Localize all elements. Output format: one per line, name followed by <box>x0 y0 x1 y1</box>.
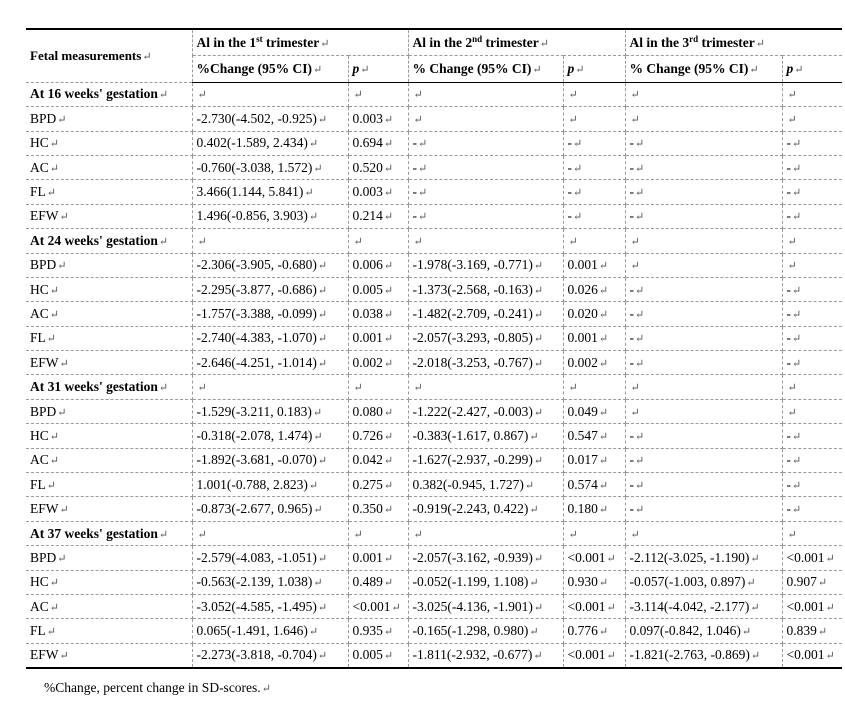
change-ci-2: -1.373(-2.568, -0.163)↵ <box>408 277 563 301</box>
footnote: %Change, percent change in SD-scores.↵ <box>44 680 271 695</box>
measurement-label: HC↵ <box>26 277 192 301</box>
p-value-1: 0.214↵ <box>348 204 408 228</box>
change-ci-1: -2.306(-3.905, -0.680)↵ <box>192 253 348 277</box>
p-value-3: <0.001↵ <box>782 546 842 570</box>
p-value-1: 0.005↵ <box>348 277 408 301</box>
p-value-2: 0.020↵ <box>563 302 625 326</box>
p-value-2: 0.547↵ <box>563 424 625 448</box>
empty-cell: ↵ <box>782 82 842 106</box>
empty-cell: ↵ <box>625 82 782 106</box>
empty-cell: ↵ <box>782 229 842 253</box>
table-row <box>26 277 842 301</box>
change-ci-2: -2.057(-3.293, -0.805)↵ <box>408 326 563 350</box>
p-value-2: 0.930↵ <box>563 570 625 594</box>
change-ci-2: -↵ <box>408 180 563 204</box>
p-value-2: 0.026↵ <box>563 277 625 301</box>
change-ci-1: -0.873(-2.677, 0.965)↵ <box>192 497 348 521</box>
change-ci-3: -↵ <box>625 204 782 228</box>
change-ci-header-2: % Change (95% CI)↵ <box>408 56 563 82</box>
change-ci-3: -↵ <box>625 131 782 155</box>
change-ci-1: 1.496(-0.856, 3.903)↵ <box>192 204 348 228</box>
p-value-1: 0.350↵ <box>348 497 408 521</box>
p-value-3: -↵ <box>782 204 842 228</box>
section-title: At 16 weeks' gestation↵ <box>26 82 192 106</box>
change-ci-1: -2.295(-3.877, -0.686)↵ <box>192 277 348 301</box>
empty-cell: ↵ <box>782 521 842 545</box>
change-ci-3: -0.057(-1.003, 0.897)↵ <box>625 570 782 594</box>
measurement-label: FL↵ <box>26 180 192 204</box>
table-row <box>26 326 842 350</box>
change-ci-3: ↵ <box>625 107 782 131</box>
empty-cell: ↵ <box>348 521 408 545</box>
p-value-3: -↵ <box>782 448 842 472</box>
p-value-1: 0.080↵ <box>348 399 408 423</box>
trimester-1-header: Al in the 1st trimester↵ <box>192 29 408 56</box>
change-ci-3: 0.097(-0.842, 1.046)↵ <box>625 619 782 643</box>
trimester-3-header: Al in the 3rd trimester↵ <box>625 29 842 56</box>
measurement-label: FL↵ <box>26 326 192 350</box>
empty-cell: ↵ <box>192 375 348 399</box>
p-value-1: 0.002↵ <box>348 351 408 375</box>
measurement-label: BPD↵ <box>26 107 192 131</box>
empty-cell: ↵ <box>192 82 348 106</box>
table-row <box>26 424 842 448</box>
p-value-1: 0.042↵ <box>348 448 408 472</box>
table-row <box>26 473 842 497</box>
p-value-2: 0.002↵ <box>563 351 625 375</box>
change-ci-2: -0.052(-1.199, 1.108)↵ <box>408 570 563 594</box>
change-ci-2: -2.057(-3.162, -0.939)↵ <box>408 546 563 570</box>
change-ci-1: -2.646(-4.251, -1.014)↵ <box>192 351 348 375</box>
p-value-3: ↵ <box>782 107 842 131</box>
change-ci-2: -0.165(-1.298, 0.980)↵ <box>408 619 563 643</box>
empty-cell: ↵ <box>625 521 782 545</box>
change-ci-1: 0.065(-1.491, 1.646)↵ <box>192 619 348 643</box>
p-value-3: -↵ <box>782 473 842 497</box>
measurement-label: AC↵ <box>26 448 192 472</box>
empty-cell: ↵ <box>563 229 625 253</box>
change-ci-2: -1.627(-2.937, -0.299)↵ <box>408 448 563 472</box>
change-ci-3: -↵ <box>625 497 782 521</box>
change-ci-3: -↵ <box>625 326 782 350</box>
change-ci-1: -2.740(-4.383, -1.070)↵ <box>192 326 348 350</box>
change-ci-2: -3.025(-4.136, -1.901)↵ <box>408 594 563 618</box>
table-row <box>26 302 842 326</box>
measurement-label: EFW↵ <box>26 204 192 228</box>
table-row <box>26 570 842 594</box>
measurement-label: BPD↵ <box>26 546 192 570</box>
p-header-2: p↵ <box>563 56 625 82</box>
change-ci-1: 0.402(-1.589, 2.434)↵ <box>192 131 348 155</box>
table-row <box>26 546 842 570</box>
table-row <box>26 448 842 472</box>
empty-cell: ↵ <box>192 229 348 253</box>
change-ci-2: -0.919(-2.243, 0.422)↵ <box>408 497 563 521</box>
p-value-1: <0.001↵ <box>348 594 408 618</box>
p-value-2: <0.001↵ <box>563 594 625 618</box>
change-ci-2: -↵ <box>408 131 563 155</box>
p-value-3: -↵ <box>782 351 842 375</box>
p-value-3: -↵ <box>782 326 842 350</box>
p-value-2: 0.049↵ <box>563 399 625 423</box>
change-ci-1: -1.757(-3.388, -0.099)↵ <box>192 302 348 326</box>
empty-cell: ↵ <box>192 521 348 545</box>
change-ci-2: -0.383(-1.617, 0.867)↵ <box>408 424 563 448</box>
table-row <box>26 619 842 643</box>
change-ci-2: -1.222(-2.427, -0.003)↵ <box>408 399 563 423</box>
table-row <box>26 155 842 179</box>
change-ci-3: -3.114(-4.042, -2.177)↵ <box>625 594 782 618</box>
table-row <box>26 643 842 668</box>
measurement-label: HC↵ <box>26 131 192 155</box>
p-value-1: 0.003↵ <box>348 107 408 131</box>
p-header-3: p↵ <box>782 56 842 82</box>
p-value-3: 0.907↵ <box>782 570 842 594</box>
table-row <box>26 107 842 131</box>
empty-cell: ↵ <box>782 375 842 399</box>
section-row <box>26 375 842 399</box>
change-ci-2: -2.018(-3.253, -0.767)↵ <box>408 351 563 375</box>
p-value-3: -↵ <box>782 302 842 326</box>
measurement-label: AC↵ <box>26 594 192 618</box>
p-value-2: 0.776↵ <box>563 619 625 643</box>
measurement-label: FL↵ <box>26 473 192 497</box>
p-value-1: 0.520↵ <box>348 155 408 179</box>
table-row <box>26 253 842 277</box>
p-value-1: 0.275↵ <box>348 473 408 497</box>
p-value-2: -↵ <box>563 131 625 155</box>
measurement-label: BPD↵ <box>26 253 192 277</box>
table-row <box>26 204 842 228</box>
p-value-1: 0.005↵ <box>348 643 408 668</box>
change-ci-1: -2.273(-3.818, -0.704)↵ <box>192 643 348 668</box>
p-value-2: <0.001↵ <box>563 643 625 668</box>
p-value-2: 0.001↵ <box>563 326 625 350</box>
change-ci-3: -1.821(-2.763, -0.869)↵ <box>625 643 782 668</box>
p-value-3: -↵ <box>782 424 842 448</box>
section-title: At 31 weeks' gestation↵ <box>26 375 192 399</box>
table-row <box>26 180 842 204</box>
change-ci-3: -↵ <box>625 155 782 179</box>
p-value-3: -↵ <box>782 277 842 301</box>
change-ci-3: -↵ <box>625 351 782 375</box>
p-value-1: 0.726↵ <box>348 424 408 448</box>
change-ci-3: ↵ <box>625 399 782 423</box>
empty-cell: ↵ <box>563 521 625 545</box>
table-row <box>26 497 842 521</box>
p-value-1: 0.003↵ <box>348 180 408 204</box>
p-value-2: 0.001↵ <box>563 253 625 277</box>
fetal-measurements-header: Fetal measurements↵ <box>26 29 192 82</box>
results-table <box>26 28 842 669</box>
empty-cell: ↵ <box>408 229 563 253</box>
p-value-3: ↵ <box>782 253 842 277</box>
measurement-label: EFW↵ <box>26 497 192 521</box>
section-row <box>26 521 842 545</box>
section-title: At 24 weeks' gestation↵ <box>26 229 192 253</box>
change-ci-3: -↵ <box>625 277 782 301</box>
empty-cell: ↵ <box>348 375 408 399</box>
change-ci-3: -↵ <box>625 424 782 448</box>
p-value-3: <0.001↵ <box>782 643 842 668</box>
measurement-label: AC↵ <box>26 155 192 179</box>
measurement-label: HC↵ <box>26 570 192 594</box>
change-ci-1: -0.318(-2.078, 1.474)↵ <box>192 424 348 448</box>
p-value-3: ↵ <box>782 399 842 423</box>
measurement-label: FL↵ <box>26 619 192 643</box>
p-value-1: 0.038↵ <box>348 302 408 326</box>
table-row <box>26 131 842 155</box>
change-ci-2: -↵ <box>408 155 563 179</box>
p-value-1: 0.489↵ <box>348 570 408 594</box>
change-ci-1: -0.760(-3.038, 1.572)↵ <box>192 155 348 179</box>
p-value-3: <0.001↵ <box>782 594 842 618</box>
change-ci-1: -2.579(-4.083, -1.051)↵ <box>192 546 348 570</box>
p-value-3: -↵ <box>782 155 842 179</box>
change-ci-1: -0.563(-2.139, 1.038)↵ <box>192 570 348 594</box>
p-value-2: 0.574↵ <box>563 473 625 497</box>
empty-cell: ↵ <box>408 521 563 545</box>
change-ci-3: ↵ <box>625 253 782 277</box>
change-ci-3: -↵ <box>625 473 782 497</box>
table-row <box>26 351 842 375</box>
empty-cell: ↵ <box>625 375 782 399</box>
empty-cell: ↵ <box>408 82 563 106</box>
measurement-label: EFW↵ <box>26 643 192 668</box>
section-title: At 37 weeks' gestation↵ <box>26 521 192 545</box>
section-row <box>26 229 842 253</box>
trimester-2-header: Al in the 2nd trimester↵ <box>408 29 625 56</box>
p-value-2: -↵ <box>563 180 625 204</box>
p-value-1: 0.001↵ <box>348 326 408 350</box>
empty-cell: ↵ <box>348 229 408 253</box>
header-row-trimesters <box>26 29 842 56</box>
measurement-label: EFW↵ <box>26 351 192 375</box>
p-value-2: -↵ <box>563 204 625 228</box>
change-ci-1: -2.730(-4.502, -0.925)↵ <box>192 107 348 131</box>
table-row <box>26 594 842 618</box>
p-value-1: 0.001↵ <box>348 546 408 570</box>
p-value-3: 0.839↵ <box>782 619 842 643</box>
p-value-2: -↵ <box>563 155 625 179</box>
change-ci-3: -↵ <box>625 302 782 326</box>
p-value-1: 0.935↵ <box>348 619 408 643</box>
change-ci-2: -↵ <box>408 204 563 228</box>
empty-cell: ↵ <box>563 82 625 106</box>
section-row <box>26 82 842 106</box>
p-header-1: p↵ <box>348 56 408 82</box>
p-value-1: 0.694↵ <box>348 131 408 155</box>
table-row <box>26 399 842 423</box>
p-value-2: ↵ <box>563 107 625 131</box>
change-ci-header-3: % Change (95% CI)↵ <box>625 56 782 82</box>
change-ci-2: -1.811(-2.932, -0.677)↵ <box>408 643 563 668</box>
change-ci-1: -1.892(-3.681, -0.070)↵ <box>192 448 348 472</box>
p-value-2: <0.001↵ <box>563 546 625 570</box>
empty-cell: ↵ <box>348 82 408 106</box>
measurement-label: AC↵ <box>26 302 192 326</box>
p-value-3: -↵ <box>782 180 842 204</box>
change-ci-2: ↵ <box>408 107 563 131</box>
change-ci-1: 3.466(1.144, 5.841)↵ <box>192 180 348 204</box>
change-ci-2: 0.382(-0.945, 1.727)↵ <box>408 473 563 497</box>
p-value-3: -↵ <box>782 497 842 521</box>
p-value-1: 0.006↵ <box>348 253 408 277</box>
change-ci-3: -2.112(-3.025, -1.190)↵ <box>625 546 782 570</box>
change-ci-3: -↵ <box>625 448 782 472</box>
measurement-label: HC↵ <box>26 424 192 448</box>
change-ci-3: -↵ <box>625 180 782 204</box>
p-value-3: -↵ <box>782 131 842 155</box>
change-ci-header-1: %Change (95% CI)↵ <box>192 56 348 82</box>
p-value-2: 0.180↵ <box>563 497 625 521</box>
change-ci-2: -1.482(-2.709, -0.241)↵ <box>408 302 563 326</box>
empty-cell: ↵ <box>625 229 782 253</box>
empty-cell: ↵ <box>408 375 563 399</box>
change-ci-1: 1.001(-0.788, 2.823)↵ <box>192 473 348 497</box>
p-value-2: 0.017↵ <box>563 448 625 472</box>
change-ci-2: -1.978(-3.169, -0.771)↵ <box>408 253 563 277</box>
empty-cell: ↵ <box>563 375 625 399</box>
change-ci-1: -1.529(-3.211, 0.183)↵ <box>192 399 348 423</box>
change-ci-1: -3.052(-4.585, -1.495)↵ <box>192 594 348 618</box>
measurement-label: BPD↵ <box>26 399 192 423</box>
